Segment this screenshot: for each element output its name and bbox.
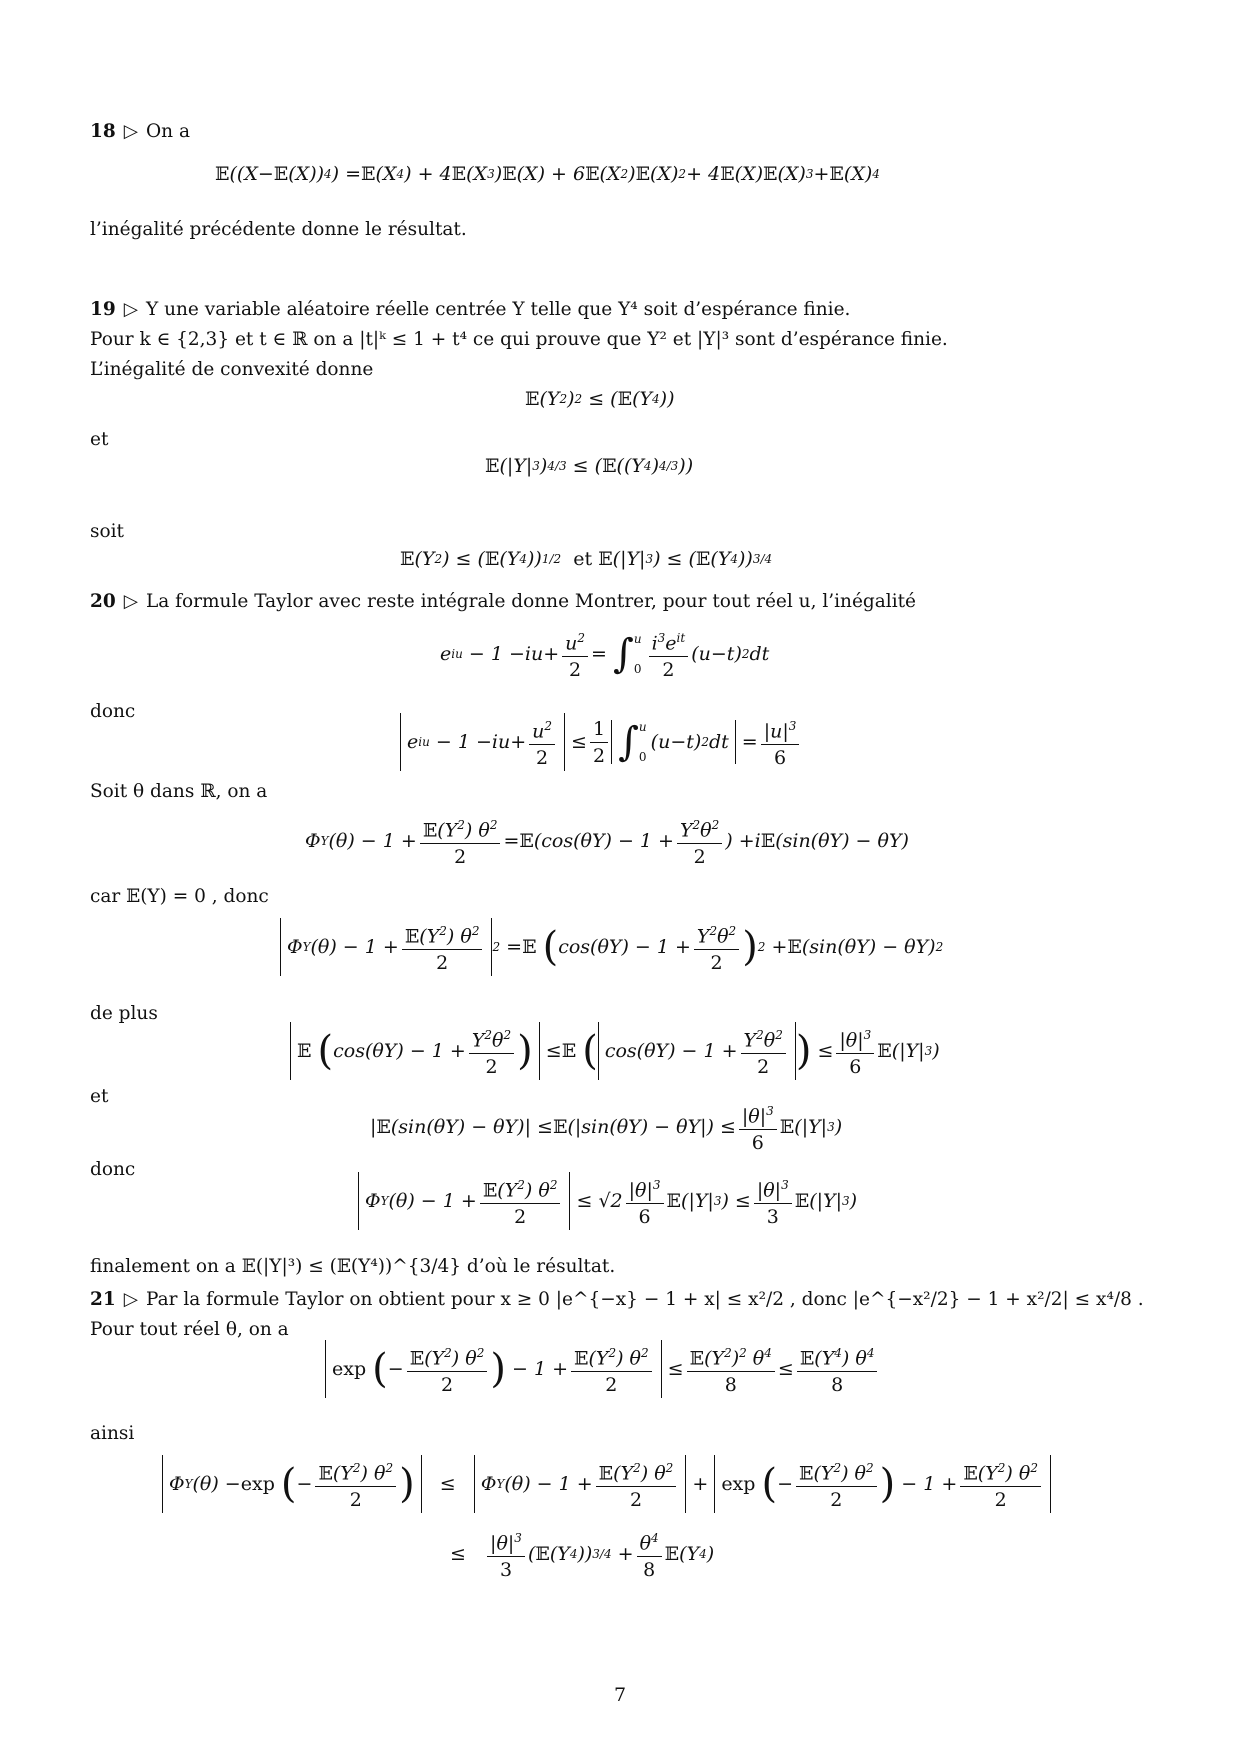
equation-20-1: e iu − 1 − iu + $\frac{u^2}{2}$ = ∫ u 0 $\frac{i^3e^{it}}{2}$ ( u − t ) 2 dt [440, 625, 769, 683]
equation-19-b: 𝔼 (| Y | 3 ) 4/3 ≤ ( 𝔼 (( Y 4 ) 4/3 )) [485, 455, 694, 477]
page-number: 7 [613, 1684, 627, 1706]
section-18-after: l’inégalité précédente donne le résultat. [90, 219, 467, 240]
equation-21-2a: Φ Y (θ) − exp ( − $\frac{𝔼(Y^2) \theta^2}{2}$ ) ≤ Φ Y (θ) − 1 + $\frac{𝔼(Y^2) \theta^2}{2}$ + exp ( − $\frac{𝔼(Y^2) \theta^2}{2}$ ) − 1 + $\frac{𝔼(Y^2) \theta^2}{2}$ [162, 1455, 1051, 1513]
section-number: 19 [90, 299, 116, 320]
equation-20-3: Φ Y (θ) − 1 + $\frac{𝔼(Y^2) \theta^2}{2}$ = 𝔼 (cos(θ Y ) − 1 + $\frac{Y^2\theta^2}{2}$ ) + i 𝔼 (sin(θ Y ) − θ Y ) [305, 812, 909, 870]
word-et-2: et [90, 1086, 109, 1107]
word-donc: donc [90, 701, 136, 722]
equation-19-c: 𝔼 ( Y 2 ) ≤ ( 𝔼 ( Y 4 )) 1/2 et 𝔼 (| Y | 3 ) ≤ ( 𝔼 ( Y 4 )) 3/4 [400, 548, 773, 570]
section-number: 20 [90, 591, 116, 612]
section-20-conclusion: finalement on a 𝔼(|Y|³) ≤ (𝔼(Y⁴))^{3/4} d’où le résultat. [90, 1256, 616, 1277]
section-lead: Par la formule Taylor on obtient pour x ≥ 0 |e^{−x} − 1 + x| ≤ x²/2 , donc |e^{−x²/2} − 1 + x²/2| ≤ x⁴/8 . [145, 1289, 1144, 1310]
word-soit: soit [90, 521, 124, 542]
section-lead: La formule Taylor avec reste intégrale donne Montrer, pour tout réel u, l’inégalité [145, 591, 917, 612]
section-lead: On a [145, 121, 190, 142]
equation-20-4: Φ Y (θ) − 1 + $\frac{𝔼(Y^2) \theta^2}{2}$ 2 = 𝔼 ( cos(θ Y ) − 1 + $\frac{Y^2\theta^2}{2}$ ) 2 + 𝔼 (sin(θ Y ) − θ Y ) 2 [280, 918, 943, 976]
equation-19-a: 𝔼 ( Y 2 ) 2 ≤ ( 𝔼 ( Y 4 )) [525, 388, 675, 410]
car-text: car 𝔼(Y) = 0 , donc [90, 886, 269, 907]
section-21-line2: Pour tout réel θ, on a [90, 1319, 289, 1340]
section-19-line2: Pour k ∈ {2,3} et t ∈ ℝ on a |t|ᵏ ≤ 1 + t⁴ ce qui prouve que Y² et |Y|³ sont d’espérance finie. [90, 329, 948, 350]
section-number: 21 [90, 1289, 116, 1310]
section-19-line1: 19 ▷ Y une variable aléatoire réelle centrée Y telle que Y⁴ soit d’espérance finie. [90, 299, 851, 320]
word-et: et [90, 429, 109, 450]
section-21-heading: 21 ▷ Par la formule Taylor on obtient pour x ≥ 0 |e^{−x} − 1 + x| ≤ x²/2 , donc |e^{−x²/2} − 1 + x²/2| ≤ x⁴/8 . [90, 1289, 1144, 1310]
word-donc-2: donc [90, 1159, 136, 1180]
de-plus: de plus [90, 1003, 158, 1024]
section-18-heading: 18 ▷ On a [90, 121, 190, 142]
section-text: Y une variable aléatoire réelle centrée Y telle que Y⁴ soit d’espérance finie. [145, 299, 851, 320]
equation-20-6: | 𝔼 (sin(θ Y ) − θ Y )| ≤ 𝔼 (|sin(θ Y ) − θ Y |) ≤ $\frac{|\theta|^3}{6}$ 𝔼 (| Y | 3 ) [370, 1098, 842, 1156]
equation-18-1: 𝔼 (( X − 𝔼 ( X )) 4 ) = 𝔼 ( X 4 ) + 4 𝔼 ( X 3 ) 𝔼 ( X ) + 6 𝔼 ( X 2 ) 𝔼 ( X ) 2 + 4 𝔼 ( X ) 𝔼 ( X ) 3 + 𝔼 ( X ) 4 [215, 163, 880, 185]
equation-20-2: e iu − 1 − iu + $\frac{u^2}{2}$ ≤ $\frac{1}{2}$ ∫ u 0 ( u − t ) 2 dt = $\frac{|u|^3}{6}$ [400, 713, 802, 771]
soit-theta: Soit θ dans ℝ, on a [90, 781, 268, 802]
equation-20-7: Φ Y (θ) − 1 + $\frac{𝔼(Y^2) \theta^2}{2}$ ≤ √2 $\frac{|\theta|^3}{6}$ 𝔼 (| Y | 3 ) ≤ $\frac{|\theta|^3}{3}$ 𝔼 (| Y | 3 ) [358, 1172, 857, 1230]
section-20-heading: 20 ▷ La formule Taylor avec reste intégrale donne Montrer, pour tout réel u, l’inégalité [90, 591, 917, 612]
section-number: 18 [90, 121, 116, 142]
equation-20-5: 𝔼 ( cos(θ Y ) − 1 + $\frac{Y^2\theta^2}{2}$ ) ≤ 𝔼 ( cos(θ Y ) − 1 + $\frac{Y^2\theta^2}{2}$ ) ≤ $\frac{|\theta|^3}{6}$ 𝔼 (| Y | 3 ) [290, 1022, 940, 1080]
section-19-line3: L’inégalité de convexité donne [90, 359, 374, 380]
word-ainsi: ainsi [90, 1423, 135, 1444]
equation-21-2b: ≤ $\frac{|\theta|^3}{3}$ ( 𝔼 ( Y 4 )) 3/4 + $\frac{\theta^4}{8}$ 𝔼 ( Y 4 ) [450, 1525, 714, 1583]
equation-21-1: exp ( − $\frac{𝔼(Y^2) \theta^2}{2}$ ) − 1 + $\frac{𝔼(Y^2) \theta^2}{2}$ ≤ $\frac{𝔼(Y^2)^2 \theta^4}{8}$ ≤ $\frac{𝔼(Y^4) \theta^4}{8}$ [325, 1340, 880, 1398]
